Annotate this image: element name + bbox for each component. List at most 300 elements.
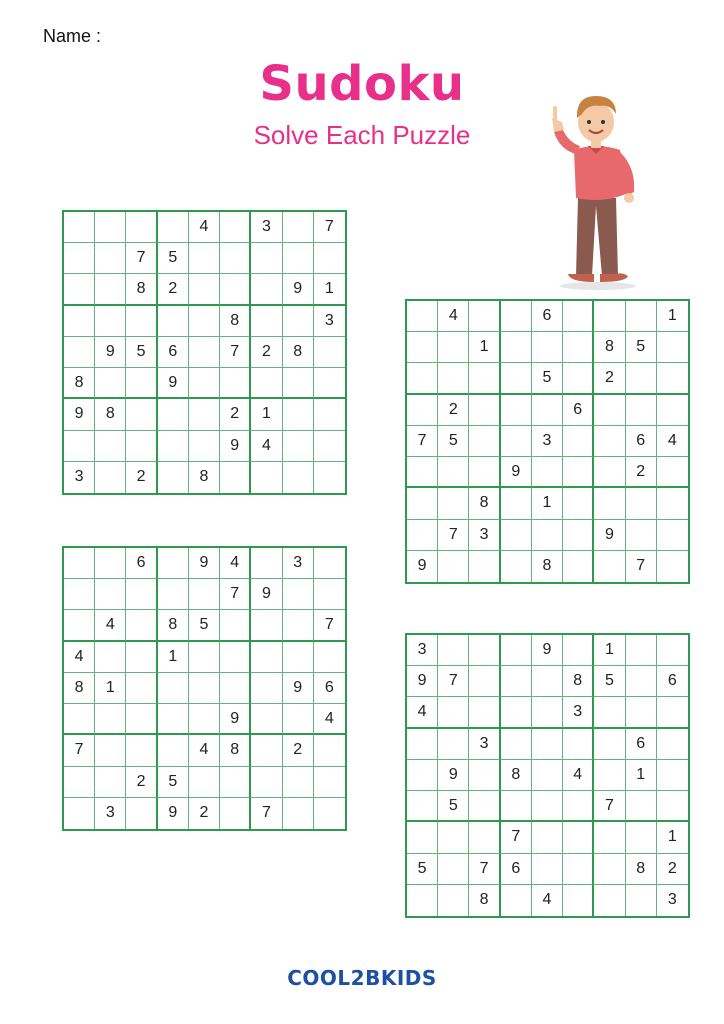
sudoku-cell[interactable]: [563, 488, 594, 519]
sudoku-cell[interactable]: [126, 306, 157, 337]
sudoku-cell[interactable]: 3: [95, 798, 126, 829]
sudoku-cell[interactable]: 4: [532, 885, 563, 916]
sudoku-cell[interactable]: [314, 642, 345, 673]
sudoku-cell[interactable]: 8: [626, 854, 657, 885]
sudoku-cell[interactable]: [189, 399, 220, 430]
sudoku-cell[interactable]: [189, 579, 220, 610]
sudoku-cell[interactable]: [657, 457, 688, 488]
sudoku-cell[interactable]: [158, 431, 189, 462]
sudoku-cell[interactable]: 5: [158, 767, 189, 798]
sudoku-cell[interactable]: 7: [438, 520, 469, 551]
sudoku-cell[interactable]: [594, 822, 625, 853]
sudoku-cell[interactable]: [158, 399, 189, 430]
sudoku-cell[interactable]: [469, 635, 500, 666]
sudoku-cell[interactable]: [314, 735, 345, 766]
sudoku-cell[interactable]: 2: [126, 767, 157, 798]
sudoku-cell[interactable]: [563, 551, 594, 582]
sudoku-cell[interactable]: 7: [220, 579, 251, 610]
sudoku-cell[interactable]: 2: [158, 274, 189, 305]
sudoku-cell[interactable]: [314, 798, 345, 829]
sudoku-cell[interactable]: 6: [626, 426, 657, 457]
sudoku-cell[interactable]: 9: [594, 520, 625, 551]
sudoku-cell[interactable]: 1: [657, 301, 688, 332]
sudoku-cell[interactable]: 8: [469, 885, 500, 916]
sudoku-cell[interactable]: [189, 642, 220, 673]
sudoku-cell[interactable]: [469, 395, 500, 426]
sudoku-cell[interactable]: 9: [220, 431, 251, 462]
sudoku-cell[interactable]: [95, 368, 126, 399]
sudoku-cell[interactable]: [563, 332, 594, 363]
sudoku-cell[interactable]: [314, 548, 345, 579]
sudoku-cell[interactable]: 8: [126, 274, 157, 305]
sudoku-cell[interactable]: 4: [563, 760, 594, 791]
sudoku-cell[interactable]: 8: [563, 666, 594, 697]
sudoku-cell[interactable]: [501, 301, 532, 332]
sudoku-cell[interactable]: [438, 729, 469, 760]
sudoku-cell[interactable]: [469, 666, 500, 697]
sudoku-cell[interactable]: [314, 399, 345, 430]
sudoku-cell[interactable]: [189, 673, 220, 704]
sudoku-cell[interactable]: [407, 457, 438, 488]
sudoku-cell[interactable]: 5: [438, 426, 469, 457]
sudoku-cell[interactable]: 8: [469, 488, 500, 519]
sudoku-cell[interactable]: 1: [594, 635, 625, 666]
sudoku-cell[interactable]: [563, 885, 594, 916]
sudoku-cell[interactable]: [626, 301, 657, 332]
sudoku-cell[interactable]: [501, 488, 532, 519]
sudoku-cell[interactable]: [126, 735, 157, 766]
sudoku-cell[interactable]: 3: [283, 548, 314, 579]
sudoku-cell[interactable]: [95, 579, 126, 610]
sudoku-cell[interactable]: 8: [95, 399, 126, 430]
sudoku-cell[interactable]: [314, 462, 345, 493]
sudoku-cell[interactable]: [251, 735, 282, 766]
sudoku-cell[interactable]: [469, 697, 500, 728]
sudoku-cell[interactable]: [283, 212, 314, 243]
sudoku-cell[interactable]: [283, 431, 314, 462]
sudoku-cell[interactable]: [626, 791, 657, 822]
sudoku-cell[interactable]: [95, 642, 126, 673]
sudoku-cell[interactable]: [501, 666, 532, 697]
sudoku-cell[interactable]: [407, 729, 438, 760]
sudoku-cell[interactable]: 7: [594, 791, 625, 822]
sudoku-cell[interactable]: [95, 767, 126, 798]
sudoku-cell[interactable]: [438, 697, 469, 728]
sudoku-cell[interactable]: [407, 488, 438, 519]
sudoku-cell[interactable]: [594, 760, 625, 791]
sudoku-cell[interactable]: [563, 729, 594, 760]
sudoku-cell[interactable]: 6: [657, 666, 688, 697]
sudoku-cell[interactable]: [220, 642, 251, 673]
sudoku-cell[interactable]: [563, 426, 594, 457]
sudoku-cell[interactable]: [594, 457, 625, 488]
sudoku-cell[interactable]: [469, 551, 500, 582]
sudoku-cell[interactable]: [657, 729, 688, 760]
sudoku-cell[interactable]: [563, 791, 594, 822]
sudoku-cell[interactable]: [626, 520, 657, 551]
sudoku-cell[interactable]: 8: [158, 610, 189, 641]
sudoku-cell[interactable]: [657, 697, 688, 728]
sudoku-cell[interactable]: 5: [407, 854, 438, 885]
sudoku-cell[interactable]: [438, 854, 469, 885]
sudoku-cell[interactable]: 7: [64, 735, 95, 766]
sudoku-cell[interactable]: [532, 760, 563, 791]
sudoku-cell[interactable]: [64, 579, 95, 610]
sudoku-cell[interactable]: 9: [220, 704, 251, 735]
sudoku-cell[interactable]: 9: [532, 635, 563, 666]
sudoku-cell[interactable]: [594, 551, 625, 582]
sudoku-cell[interactable]: [283, 610, 314, 641]
sudoku-cell[interactable]: [251, 306, 282, 337]
sudoku-cell[interactable]: [594, 426, 625, 457]
sudoku-cell[interactable]: 1: [95, 673, 126, 704]
sudoku-cell[interactable]: 6: [626, 729, 657, 760]
sudoku-cell[interactable]: [126, 704, 157, 735]
sudoku-cell[interactable]: 4: [220, 548, 251, 579]
sudoku-cell[interactable]: [314, 243, 345, 274]
sudoku-cell[interactable]: 8: [532, 551, 563, 582]
sudoku-cell[interactable]: 9: [407, 666, 438, 697]
sudoku-cell[interactable]: 2: [220, 399, 251, 430]
sudoku-cell[interactable]: 9: [438, 760, 469, 791]
sudoku-cell[interactable]: [95, 704, 126, 735]
sudoku-cell[interactable]: [438, 635, 469, 666]
sudoku-cell[interactable]: 1: [532, 488, 563, 519]
sudoku-cell[interactable]: 7: [220, 337, 251, 368]
sudoku-cell[interactable]: [158, 579, 189, 610]
sudoku-cell[interactable]: [283, 368, 314, 399]
sudoku-cell[interactable]: 6: [532, 301, 563, 332]
sudoku-cell[interactable]: [64, 704, 95, 735]
sudoku-cell[interactable]: [626, 488, 657, 519]
sudoku-cell[interactable]: 6: [314, 673, 345, 704]
sudoku-cell[interactable]: [126, 673, 157, 704]
sudoku-cell[interactable]: [283, 704, 314, 735]
sudoku-cell[interactable]: [407, 332, 438, 363]
sudoku-cell[interactable]: 6: [501, 854, 532, 885]
sudoku-cell[interactable]: [501, 635, 532, 666]
sudoku-cell[interactable]: 9: [158, 798, 189, 829]
sudoku-cell[interactable]: [594, 885, 625, 916]
sudoku-cell[interactable]: [283, 462, 314, 493]
sudoku-cell[interactable]: [594, 854, 625, 885]
sudoku-cell[interactable]: [314, 431, 345, 462]
sudoku-cell[interactable]: [126, 642, 157, 673]
sudoku-cell[interactable]: [251, 704, 282, 735]
sudoku-cell[interactable]: [407, 520, 438, 551]
sudoku-cell[interactable]: [626, 395, 657, 426]
sudoku-cell[interactable]: [657, 551, 688, 582]
sudoku-cell[interactable]: [657, 395, 688, 426]
sudoku-cell[interactable]: [626, 666, 657, 697]
sudoku-cell[interactable]: [563, 520, 594, 551]
sudoku-cell[interactable]: 2: [251, 337, 282, 368]
sudoku-cell[interactable]: 4: [95, 610, 126, 641]
sudoku-cell[interactable]: [283, 399, 314, 430]
sudoku-cell[interactable]: 3: [563, 697, 594, 728]
sudoku-cell[interactable]: 8: [220, 735, 251, 766]
sudoku-cell[interactable]: [189, 243, 220, 274]
sudoku-cell[interactable]: [407, 760, 438, 791]
sudoku-cell[interactable]: 1: [314, 274, 345, 305]
sudoku-cell[interactable]: [95, 274, 126, 305]
sudoku-cell[interactable]: [126, 212, 157, 243]
sudoku-cell[interactable]: 5: [126, 337, 157, 368]
sudoku-cell[interactable]: 4: [189, 212, 220, 243]
sudoku-cell[interactable]: [532, 822, 563, 853]
sudoku-cell[interactable]: [407, 885, 438, 916]
sudoku-cell[interactable]: 6: [158, 337, 189, 368]
sudoku-cell[interactable]: [283, 243, 314, 274]
sudoku-cell[interactable]: [95, 462, 126, 493]
sudoku-cell[interactable]: [158, 673, 189, 704]
sudoku-cell[interactable]: [189, 767, 220, 798]
sudoku-cell[interactable]: 3: [64, 462, 95, 493]
sudoku-cell[interactable]: 9: [189, 548, 220, 579]
sudoku-cell[interactable]: [189, 431, 220, 462]
sudoku-cell[interactable]: [251, 243, 282, 274]
sudoku-cell[interactable]: 4: [407, 697, 438, 728]
sudoku-cell[interactable]: 8: [220, 306, 251, 337]
sudoku-cell[interactable]: [126, 399, 157, 430]
sudoku-cell[interactable]: 2: [126, 462, 157, 493]
sudoku-cell[interactable]: [126, 579, 157, 610]
sudoku-cell[interactable]: 8: [189, 462, 220, 493]
sudoku-cell[interactable]: 1: [469, 332, 500, 363]
sudoku-cell[interactable]: 8: [64, 673, 95, 704]
sudoku-cell[interactable]: [469, 822, 500, 853]
sudoku-cell[interactable]: 1: [657, 822, 688, 853]
sudoku-cell[interactable]: [251, 767, 282, 798]
sudoku-cell[interactable]: [95, 306, 126, 337]
sudoku-cell[interactable]: 9: [158, 368, 189, 399]
sudoku-cell[interactable]: [95, 548, 126, 579]
sudoku-cell[interactable]: 9: [283, 673, 314, 704]
sudoku-cell[interactable]: 2: [283, 735, 314, 766]
sudoku-cell[interactable]: [189, 704, 220, 735]
sudoku-cell[interactable]: [314, 368, 345, 399]
sudoku-cell[interactable]: [501, 885, 532, 916]
sudoku-cell[interactable]: [532, 520, 563, 551]
sudoku-cell[interactable]: [158, 704, 189, 735]
sudoku-cell[interactable]: 7: [469, 854, 500, 885]
sudoku-cell[interactable]: [532, 697, 563, 728]
sudoku-cell[interactable]: [438, 457, 469, 488]
sudoku-cell[interactable]: [251, 548, 282, 579]
sudoku-cell[interactable]: [469, 791, 500, 822]
sudoku-cell[interactable]: [220, 274, 251, 305]
sudoku-cell[interactable]: [95, 212, 126, 243]
sudoku-cell[interactable]: [594, 488, 625, 519]
sudoku-cell[interactable]: [626, 363, 657, 394]
sudoku-cell[interactable]: 5: [158, 243, 189, 274]
sudoku-cell[interactable]: [657, 488, 688, 519]
sudoku-cell[interactable]: [563, 822, 594, 853]
sudoku-cell[interactable]: [283, 767, 314, 798]
sudoku-cell[interactable]: [657, 332, 688, 363]
sudoku-cell[interactable]: [220, 212, 251, 243]
sudoku-cell[interactable]: 7: [314, 212, 345, 243]
sudoku-cell[interactable]: 7: [126, 243, 157, 274]
sudoku-cell[interactable]: [594, 697, 625, 728]
sudoku-cell[interactable]: [501, 791, 532, 822]
sudoku-cell[interactable]: [283, 306, 314, 337]
sudoku-cell[interactable]: [314, 337, 345, 368]
sudoku-cell[interactable]: 5: [532, 363, 563, 394]
sudoku-cell[interactable]: [594, 395, 625, 426]
sudoku-cell[interactable]: 3: [667, 891, 677, 909]
sudoku-cell[interactable]: [563, 301, 594, 332]
sudoku-cell[interactable]: [189, 306, 220, 337]
sudoku-cell[interactable]: 3: [407, 635, 438, 666]
sudoku-cell[interactable]: [501, 363, 532, 394]
sudoku-cell[interactable]: 9: [501, 457, 532, 488]
sudoku-cell[interactable]: 2: [594, 363, 625, 394]
sudoku-cell[interactable]: [626, 697, 657, 728]
sudoku-cell[interactable]: 9: [283, 274, 314, 305]
sudoku-cell[interactable]: [251, 642, 282, 673]
sudoku-cell[interactable]: [220, 610, 251, 641]
sudoku-cell[interactable]: 1: [251, 399, 282, 430]
sudoku-cell[interactable]: [657, 520, 688, 551]
sudoku-cell[interactable]: [438, 488, 469, 519]
sudoku-cell[interactable]: [158, 548, 189, 579]
sudoku-cell[interactable]: [189, 368, 220, 399]
sudoku-cell[interactable]: 4: [189, 735, 220, 766]
sudoku-cell[interactable]: [563, 854, 594, 885]
sudoku-cell[interactable]: [438, 363, 469, 394]
sudoku-cell[interactable]: 6: [126, 548, 157, 579]
sudoku-cell[interactable]: 5: [626, 332, 657, 363]
sudoku-cell[interactable]: [407, 363, 438, 394]
sudoku-cell[interactable]: [407, 301, 438, 332]
sudoku-cell[interactable]: [532, 791, 563, 822]
sudoku-cell[interactable]: 1: [158, 642, 189, 673]
sudoku-cell[interactable]: [469, 301, 500, 332]
sudoku-cell[interactable]: [189, 274, 220, 305]
sudoku-cell[interactable]: [64, 767, 95, 798]
sudoku-cell[interactable]: [64, 306, 95, 337]
sudoku-cell[interactable]: [64, 274, 95, 305]
sudoku-cell[interactable]: [158, 306, 189, 337]
sudoku-cell[interactable]: [594, 301, 625, 332]
sudoku-cell[interactable]: [469, 760, 500, 791]
sudoku-cell[interactable]: 7: [626, 551, 657, 582]
sudoku-cell[interactable]: [283, 642, 314, 673]
sudoku-cell[interactable]: 2: [626, 457, 657, 488]
sudoku-cell[interactable]: [501, 520, 532, 551]
sudoku-cell[interactable]: [438, 551, 469, 582]
sudoku-cell[interactable]: [501, 729, 532, 760]
sudoku-cell[interactable]: [251, 610, 282, 641]
sudoku-cell[interactable]: [532, 457, 563, 488]
sudoku-cell[interactable]: 9: [95, 337, 126, 368]
sudoku-cell[interactable]: 8: [64, 368, 95, 399]
sudoku-cell[interactable]: [64, 610, 95, 641]
sudoku-cell[interactable]: 7: [501, 822, 532, 853]
sudoku-cell[interactable]: [501, 395, 532, 426]
sudoku-cell[interactable]: [407, 791, 438, 822]
sudoku-cell[interactable]: [251, 368, 282, 399]
sudoku-cell[interactable]: [220, 243, 251, 274]
sudoku-cell[interactable]: 3: [469, 520, 500, 551]
sudoku-cell[interactable]: 2: [657, 854, 688, 885]
sudoku-cell[interactable]: 7: [407, 426, 438, 457]
sudoku-cell[interactable]: 7: [314, 610, 345, 641]
sudoku-cell[interactable]: [283, 579, 314, 610]
sudoku-cell[interactable]: [220, 798, 251, 829]
sudoku-cell[interactable]: [158, 212, 189, 243]
sudoku-cell[interactable]: 4: [314, 704, 345, 735]
sudoku-cell[interactable]: 5: [189, 610, 220, 641]
sudoku-cell[interactable]: [407, 395, 438, 426]
sudoku-cell[interactable]: [626, 822, 657, 853]
sudoku-cell[interactable]: [95, 431, 126, 462]
sudoku-cell[interactable]: [64, 243, 95, 274]
sudoku-cell[interactable]: 3: [314, 306, 345, 337]
sudoku-cell[interactable]: 6: [563, 395, 594, 426]
sudoku-cell[interactable]: 9: [407, 551, 438, 582]
sudoku-cell[interactable]: [158, 735, 189, 766]
sudoku-cell[interactable]: 7: [251, 798, 282, 829]
sudoku-cell[interactable]: [657, 363, 688, 394]
sudoku-cell[interactable]: 3: [532, 426, 563, 457]
sudoku-cell[interactable]: 9: [64, 399, 95, 430]
sudoku-cell[interactable]: [283, 798, 314, 829]
sudoku-cell[interactable]: [501, 426, 532, 457]
sudoku-cell[interactable]: [251, 673, 282, 704]
sudoku-cell[interactable]: [158, 462, 189, 493]
sudoku-cell[interactable]: [189, 337, 220, 368]
sudoku-cell[interactable]: [657, 791, 688, 822]
sudoku-cell[interactable]: [563, 363, 594, 394]
sudoku-cell[interactable]: [594, 729, 625, 760]
sudoku-cell[interactable]: [126, 431, 157, 462]
sudoku-cell[interactable]: [469, 426, 500, 457]
sudoku-cell[interactable]: [314, 579, 345, 610]
sudoku-cell[interactable]: [657, 635, 688, 666]
sudoku-cell[interactable]: [64, 798, 95, 829]
sudoku-cell[interactable]: [64, 337, 95, 368]
sudoku-cell[interactable]: [64, 212, 95, 243]
sudoku-cell[interactable]: 8: [501, 760, 532, 791]
sudoku-cell[interactable]: [407, 822, 438, 853]
sudoku-cell[interactable]: [126, 610, 157, 641]
sudoku-cell[interactable]: 5: [594, 666, 625, 697]
sudoku-cell[interactable]: [469, 457, 500, 488]
sudoku-cell[interactable]: [64, 431, 95, 462]
sudoku-cell[interactable]: 7: [438, 666, 469, 697]
sudoku-cell[interactable]: [501, 332, 532, 363]
sudoku-cell[interactable]: 1: [626, 760, 657, 791]
sudoku-cell[interactable]: [626, 635, 657, 666]
sudoku-cell[interactable]: [64, 548, 95, 579]
sudoku-cell[interactable]: [626, 885, 657, 916]
sudoku-cell[interactable]: [532, 395, 563, 426]
sudoku-cell[interactable]: 9: [251, 579, 282, 610]
sudoku-cell[interactable]: [126, 798, 157, 829]
sudoku-cell[interactable]: [314, 767, 345, 798]
sudoku-cell[interactable]: [220, 767, 251, 798]
sudoku-cell[interactable]: [220, 368, 251, 399]
sudoku-cell[interactable]: [126, 368, 157, 399]
sudoku-cell[interactable]: [532, 729, 563, 760]
sudoku-cell[interactable]: [438, 822, 469, 853]
sudoku-cell[interactable]: 4: [64, 642, 95, 673]
sudoku-cell[interactable]: [563, 635, 594, 666]
sudoku-cell[interactable]: [563, 457, 594, 488]
sudoku-cell[interactable]: 2: [438, 395, 469, 426]
